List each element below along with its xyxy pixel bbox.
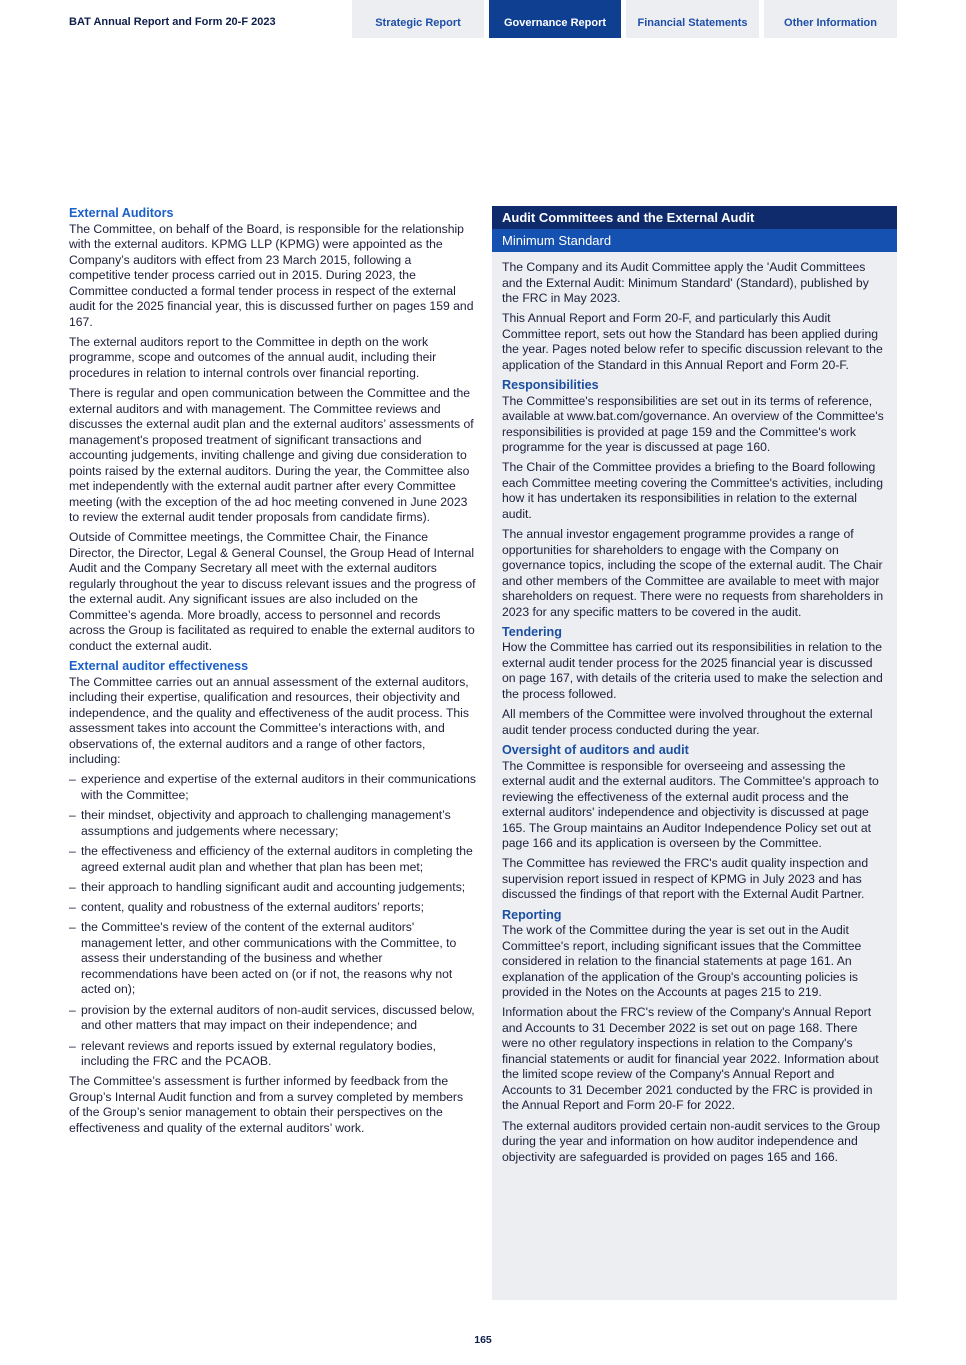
minimum-standard-panel [492, 206, 897, 1300]
paragraph: There is regular and open communication between the Committee and the external auditors and with management. The Committee reviews and discusses the external audit plan and the external auditors’ assessments of management's proposed treatment of significant transactions and accounting judgements, inviting challenge and giving due consideration to points raised by the external auditors. During the year, the Committee also met independently with the external audit partner after every Committee meeting (with the exception of the ad hoc meeting convened in June 2023 to review the external audit tender proposals from candidate firms). [69, 386, 474, 525]
paragraph: All members of the Committee were involved throughout the external audit tender process conducted during the year. [502, 707, 873, 737]
paragraph: The Committee carries out an annual assessment of the external auditors, including their expertise, qualification and resources, their objectivity and independence, and the quality and effectiveness of the audit process. This assessment takes into account the Committee’s interactions with, and observations of, the external auditors and a range of other factors, including: [69, 674, 469, 767]
list-item: – their approach to handling significant audit and accounting judgements; [69, 880, 476, 896]
paragraph: The Chair of the Committee provides a briefing to the Board following each Committee meeting covering the Committee's activities, including how it has undertaken its responsibilities in relation to the external audit. [502, 460, 883, 521]
panel-subtitle: Minimum Standard [492, 229, 897, 252]
list-item: – the Committee's review of the content of the external auditors' management letter, and other communications with the Committee, to assess their understanding of the business and whether recommendations have been acted on (or if not, the reasons why not acted on); [69, 920, 476, 998]
paragraph: The Committee’s assessment is further informed by feedback from the Group’s Internal Audit function and from a survey completed by members of the Group’s senior management to obtain their perspectives on the effectiveness and quality of the external auditors’ work. [69, 1074, 464, 1135]
paragraph: Information about the FRC's review of the Company's Annual Report and Accounts to 31 December 2022 is set out on page 168. There were no other regulatory inspections in relation to the Company's financial statements or audit for financial year 2022. Information about the limited scope review of the Company's Annual Report and Accounts to 31 December 2021 conducted by the FRC is provided in the Annual Report and Form 20-F for 2022. [502, 1005, 879, 1113]
paragraph: The Committee's responsibilities are set out in its terms of reference, available at www.bat.com/governance. An overview of the Committee's responsibilities is provided at page 159 and the Committee's work programme for the year is discussed at page 160. [502, 393, 884, 455]
list-item: – their mindset, objectivity and approach to challenging management’s assumptions and judgements where necessary; [69, 808, 476, 839]
panel-title: Audit Committees and the External Audit [492, 206, 897, 229]
paragraph: The external auditors report to the Committee in depth on the work programme, scope and outcomes of the annual audit, including their procedures in relation to internal controls over financial reporting. [69, 334, 437, 380]
page-number: 165 [474, 1334, 492, 1346]
paragraph: The work of the Committee during the year is set out in the Audit Committee's report, including significant issues that the Committee considered in relation to the financial statements at page 161. An explanation of the application of the Group's accounting policies is provided in the Notes on the Accounts at pages 215 to 219. [502, 923, 862, 1000]
factors-list [69, 772, 476, 1069]
paragraph: The Committee is responsible for overseeing and assessing the external audit and the external auditors. The Committee's approach to reviewing the effectiveness of the external audit process and the external auditors' independence and objectivity is discussed at page 165. The Group maintains an Auditor Independence Policy set out at page 166 and its application is overseen by the Committee. [502, 758, 879, 851]
list-item: – the effectiveness and efficiency of the external auditors in completing the agreed external audit plan and whether that plan has been met; [69, 844, 476, 875]
paragraph: Outside of Committee meetings, the Committee Chair, the Finance Director, the Director, Legal & General Counsel, the Group Head of Internal Audit and the Company Secretary all meet with the external auditors regularly throughout the year to discuss relevant issues and the progress of the external audit. Any significant issues are also included on the Committee’s agenda. More broadly, access to personnel and records across the Group is facilitated as required to enable the external auditors to conduct the external audit. [69, 530, 476, 653]
list-item: – relevant reviews and reports issued by external regulatory bodies, including the FRC and the PCAOB. [69, 1039, 476, 1070]
report-title: BAT Annual Report and Form 20-F 2023 [69, 16, 276, 28]
paragraph: The annual investor engagement programme provides a range of opportunities for shareholders to engage with the Company on governance topics, including the scope of the external audit. The Chair and other members of the Committee are available to meet with major shareholders on request. There were no requests from shareholders in 2023 for any specific matters to be covered in the audit. [502, 527, 884, 619]
left-column [69, 206, 476, 1141]
paragraph: The Committee, on behalf of the Board, is responsible for the relationship with the external auditors. KPMG LLP (KPMG) were appointed as the Company’s auditors with effect from 23 March 2015, following a competitive tender process carried out in 2015. During 2023, the Committee conducted a formal tender process in respect of the external audit for the 2025 financial year, this is discussed further on pages 159 and 167. [69, 221, 474, 329]
paragraph: This Annual Report and Form 20-F, and particularly this Audit Committee report, sets out how the Standard has been applied during the year. Pages noted below refer to specific discussion relevant to the application of the Standard in this Annual Report and Form 20-F. [502, 311, 883, 372]
heading-reporting: Reporting [502, 907, 562, 922]
list-item: – content, quality and robustness of the external auditors’ reports; [69, 900, 476, 916]
list-item: – experience and expertise of the external auditors in their communications with the Committee; [69, 772, 476, 803]
page-header [0, 0, 966, 38]
paragraph: How the Committee has carried out its responsibilities in relation to the external audit tender process for the 2025 financial year is discussed on page 167, with details of the criteria used to make the selection and the process followed. [502, 640, 883, 701]
tab-governance-report[interactable]: Governance Report [489, 0, 621, 38]
panel-body [492, 252, 897, 1165]
heading-oversight: Oversight of auditors and audit [502, 743, 689, 758]
tab-strategic-report[interactable]: Strategic Report [352, 0, 484, 38]
heading-responsibilities: Responsibilities [502, 378, 599, 393]
section-title-external-auditors: External Auditors [69, 206, 174, 220]
tab-financial-statements[interactable]: Financial Statements [626, 0, 759, 38]
tab-other-information[interactable]: Other Information [764, 0, 897, 38]
paragraph: The Company and its Audit Committee apply the 'Audit Committees and the External Audit: Minimum Standard' (Standard), published by the FRC in May 2023. [502, 260, 869, 305]
list-item: – provision by the external auditors of non-audit services, discussed below, and other matters that may impact on their independence; and [69, 1003, 476, 1034]
paragraph: The external auditors provided certain non-audit services to the Group during the year and information on how auditor independence and objectivity are safeguarded is provided on pages 165 and 166. [502, 1118, 881, 1164]
paragraph: The Committee has reviewed the FRC's audit quality inspection and supervision report issued in respect of KPMG in July 2023 and has discussed the findings of that report with the External Audit Partner. [502, 856, 869, 902]
section-title-auditor-effectiveness: External auditor effectiveness [69, 659, 249, 674]
heading-tendering: Tendering [502, 624, 562, 639]
